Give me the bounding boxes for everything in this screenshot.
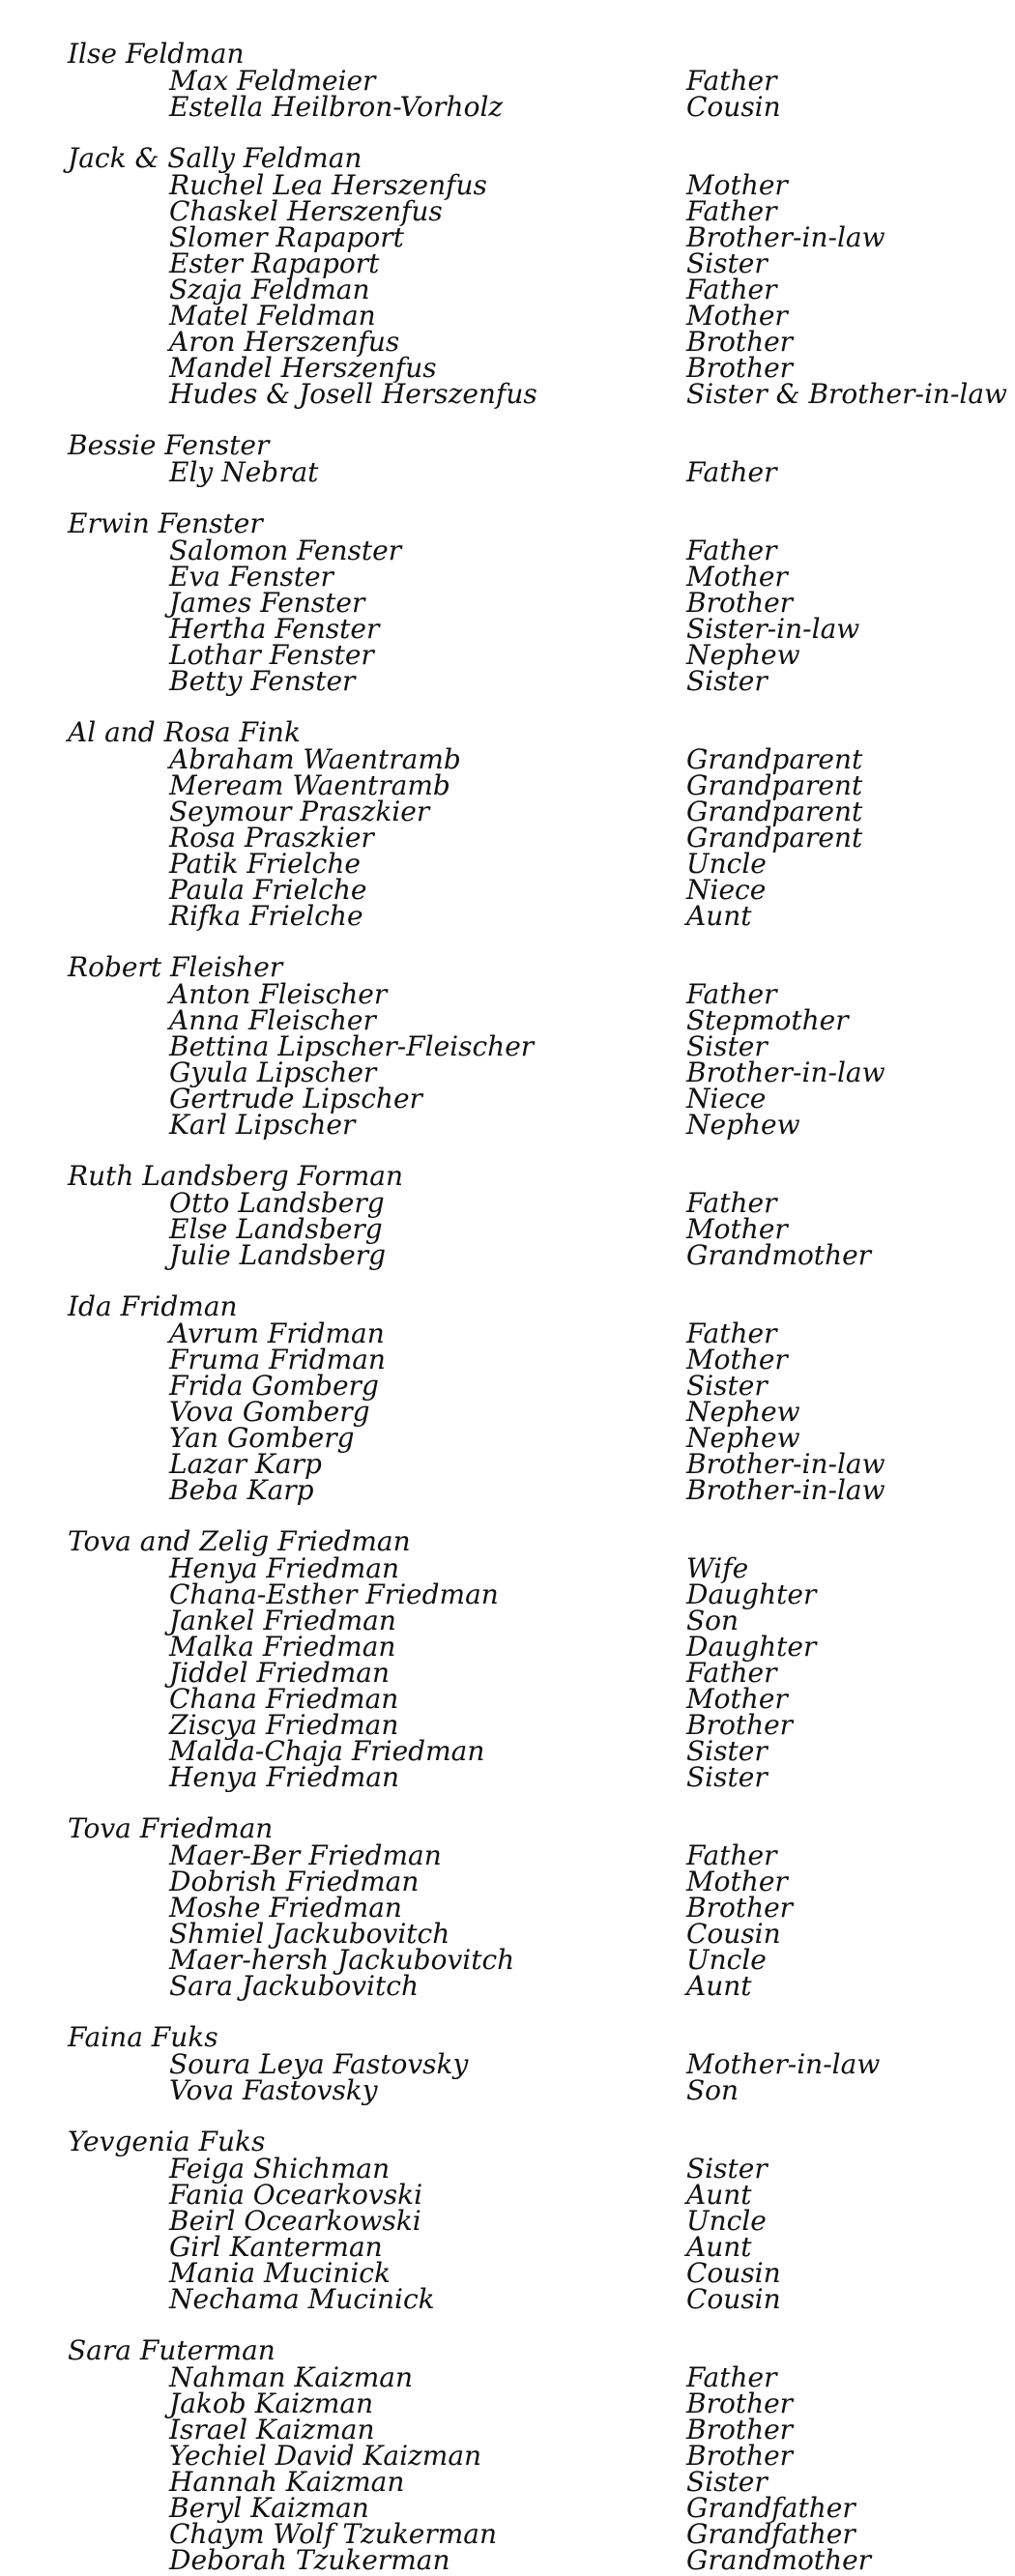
member-name: Chaskel Herszenfus — [169, 195, 443, 227]
member-name: Deborah Tzukerman — [169, 2544, 450, 2576]
member-name: Fania Ocearkovski — [169, 2179, 423, 2211]
member-name: Aron Herszenfus — [169, 326, 400, 358]
member-name: Chana Friedman — [169, 1683, 399, 1715]
member-relation: Grandmother — [686, 2544, 872, 2576]
member-row — [0, 1944, 1015, 1976]
member-row — [0, 1030, 1015, 1062]
member-row — [0, 378, 1015, 410]
member-relation: Sister — [686, 2466, 768, 2498]
member-name: Meream Waentramb — [169, 769, 450, 801]
member-row — [0, 2466, 1015, 2498]
member-name: Girl Kanterman — [169, 2231, 383, 2263]
member-row — [0, 1346, 1015, 1373]
member-name: Jiddel Friedman — [169, 1657, 390, 1689]
member-name: Fruma Fridman — [169, 1344, 386, 1375]
member-name: Eva Fenster — [169, 561, 334, 593]
member-relation: Grandparent — [686, 769, 863, 801]
member-relation: Cousin — [686, 91, 781, 123]
member-relation: Grandfather — [686, 2518, 856, 2550]
member-relation: Father — [686, 195, 777, 227]
member-relation: Son — [686, 1605, 740, 1636]
member-relation: Father — [686, 274, 777, 305]
member-name: James Fenster — [169, 587, 365, 619]
member-name: Dobrish Friedman — [169, 1866, 420, 1897]
member-relation: Uncle — [686, 848, 767, 880]
member-relation: Grandmother — [686, 1239, 872, 1271]
member-relation: Sister — [686, 247, 768, 279]
member-relation: Mother — [686, 1213, 788, 1245]
member-name: Max Feldmeier — [169, 65, 376, 97]
member-name: Hannah Kaizman — [169, 2466, 405, 2498]
member-name: Matel Feldman — [169, 300, 376, 332]
member-row — [0, 1607, 1015, 1634]
member-name: Sara Jackubovitch — [169, 1970, 419, 2002]
family-group — [0, 429, 1015, 488]
member-row — [0, 1552, 1015, 1584]
member-row — [0, 1474, 1015, 1506]
member-name: Szaja Feldman — [169, 274, 370, 305]
member-name: Beryl Kaizman — [169, 2492, 369, 2524]
family-name: Sara Futerman — [68, 2334, 276, 2366]
member-row — [0, 1239, 1015, 1271]
member-relation: Nephew — [686, 1396, 800, 1428]
member-row — [0, 1370, 1015, 1402]
member-row — [0, 1631, 1015, 1663]
family-name: Tova Friedman — [68, 1812, 274, 1844]
member-relation: Aunt — [686, 900, 752, 932]
member-row — [0, 1317, 1015, 1349]
member-name: Estella Heilbron-Vorholz — [169, 91, 504, 123]
member-relation: Grandfather — [686, 2492, 856, 2524]
member-name: Malka Friedman — [169, 1631, 396, 1663]
member-row — [0, 1004, 1015, 1036]
member-name: Chaym Wolf Tzukerman — [169, 2518, 498, 2550]
member-name: Hertha Fenster — [169, 613, 380, 645]
family-name: Al and Rosa Fink — [68, 716, 301, 748]
member-relation: Brother — [686, 2414, 794, 2446]
member-row — [0, 300, 1015, 332]
member-relation: Brother — [686, 326, 794, 358]
member-row — [0, 1187, 1015, 1219]
member-relation: Stepmother — [686, 1004, 849, 1036]
family-group — [0, 2334, 1015, 2576]
member-name: Israel Kaizman — [169, 2414, 375, 2446]
member-row — [0, 247, 1015, 279]
member-name: Avrum Fridman — [169, 1317, 385, 1349]
member-row — [0, 848, 1015, 880]
member-row — [0, 613, 1015, 645]
member-relation: Father — [686, 535, 777, 566]
member-name: Malda-Chaja Friedman — [169, 1735, 485, 1767]
family-name: Faina Fuks — [68, 2021, 218, 2053]
member-row — [0, 743, 1015, 775]
member-relation: Brother-in-law — [686, 1448, 885, 1480]
member-row — [0, 2414, 1015, 2446]
member-name: Gertrude Lipscher — [169, 1083, 422, 1114]
family-name: Tova and Zelig Friedman — [68, 1525, 411, 1557]
member-row — [0, 352, 1015, 384]
member-name: Betty Fenster — [169, 665, 356, 697]
member-row — [0, 2361, 1015, 2393]
member-name: Henya Friedman — [169, 1761, 399, 1793]
member-name: Mania Mucinick — [169, 2257, 391, 2289]
member-name: Vova Fastovsky — [169, 2074, 378, 2106]
member-row — [0, 1448, 1015, 1480]
member-row — [0, 1056, 1015, 1088]
family-group — [0, 38, 1015, 123]
family-name: Jack & Sally Feldman — [68, 142, 362, 174]
member-relation: Brother-in-law — [686, 221, 885, 253]
member-name: Chana-Esther Friedman — [169, 1578, 499, 1610]
family-name: Robert Fleisher — [68, 951, 283, 983]
member-row — [0, 1578, 1015, 1610]
family-name: Erwin Fenster — [68, 507, 263, 539]
family-group — [0, 1812, 1015, 2002]
member-name: Ely Nebrat — [169, 456, 319, 488]
member-row — [0, 1085, 1015, 1112]
member-relation: Brother — [686, 1709, 794, 1741]
member-row — [0, 1422, 1015, 1454]
member-relation: Aunt — [686, 2231, 752, 2263]
member-row — [0, 1892, 1015, 1924]
member-name: Frida Gomberg — [169, 1370, 379, 1402]
member-relation: Father — [686, 65, 777, 97]
member-name: Gyula Lipscher — [169, 1056, 377, 1088]
member-relation: Father — [686, 1657, 777, 1689]
member-row — [0, 1657, 1015, 1689]
member-relation: Brother — [686, 587, 794, 619]
family-name: Yevgenia Fuks — [68, 2126, 266, 2157]
member-name: Henya Friedman — [169, 1552, 399, 1584]
member-row — [0, 822, 1015, 854]
member-relation: Mother-in-law — [686, 2048, 881, 2080]
member-row — [0, 2231, 1015, 2263]
member-name: Julie Landsberg — [169, 1239, 387, 1271]
member-relation: Brother — [686, 352, 794, 384]
member-relation: Brother-in-law — [686, 1056, 885, 1088]
family-group — [0, 951, 1015, 1141]
family-group — [0, 1290, 1015, 1506]
member-row — [0, 276, 1015, 303]
member-name: Beirl Ocearkowski — [169, 2205, 421, 2237]
member-row — [0, 1709, 1015, 1741]
member-name: Moshe Friedman — [169, 1892, 402, 1924]
member-relation: Father — [686, 1839, 777, 1871]
member-relation: Brother — [686, 1892, 794, 1924]
member-relation: Mother — [686, 561, 788, 593]
member-name: Yechiel David Kaizman — [169, 2440, 482, 2472]
member-name: Otto Landsberg — [169, 1187, 385, 1219]
family-name: Ruth Landsberg Forman — [68, 1160, 404, 1192]
member-relation: Brother-in-law — [686, 1474, 885, 1506]
member-row — [0, 169, 1015, 201]
member-name: Patik Frielche — [169, 848, 361, 880]
member-name: Slomer Rapaport — [169, 221, 404, 253]
family-name: Ida Fridman — [68, 1290, 238, 1322]
member-row — [0, 561, 1015, 593]
member-relation: Cousin — [686, 2257, 781, 2289]
member-row — [0, 2544, 1015, 2576]
member-row — [0, 874, 1015, 906]
member-row — [0, 91, 1015, 123]
member-relation: Mother — [686, 300, 788, 332]
family-group — [0, 507, 1015, 697]
member-row — [0, 900, 1015, 932]
member-row — [0, 2179, 1015, 2211]
member-row — [0, 537, 1015, 564]
member-relation: Niece — [686, 1083, 767, 1114]
member-relation: Nephew — [686, 1422, 800, 1454]
member-relation: Nephew — [686, 639, 800, 671]
member-relation: Daughter — [686, 1631, 817, 1663]
family-group — [0, 2021, 1015, 2106]
member-relation: Grandparent — [686, 822, 863, 854]
member-relation: Sister — [686, 1030, 768, 1062]
member-name: Jakob Kaizman — [169, 2388, 374, 2419]
member-row — [0, 456, 1015, 488]
member-name: Rosa Praszkier — [169, 822, 374, 854]
member-relation: Sister — [686, 2153, 768, 2185]
member-name: Vova Gomberg — [169, 1396, 370, 1428]
member-name: Seymour Praszkier — [169, 796, 430, 827]
member-name: Lazar Karp — [169, 1448, 322, 1480]
member-row — [0, 798, 1015, 825]
member-relation: Sister — [686, 1370, 768, 1402]
member-row — [0, 2048, 1015, 2080]
member-name: Anton Fleischer — [169, 978, 388, 1010]
member-relation: Mother — [686, 169, 788, 201]
member-name: Nechama Mucinick — [169, 2283, 435, 2315]
member-row — [0, 221, 1015, 253]
member-relation: Wife — [686, 1552, 749, 1584]
member-relation: Grandparent — [686, 743, 863, 775]
member-name: Ester Rapaport — [169, 247, 380, 279]
member-relation: Sister — [686, 1735, 768, 1767]
member-row — [0, 769, 1015, 801]
member-row — [0, 195, 1015, 227]
member-name: Beba Karp — [169, 1474, 314, 1506]
member-row — [0, 2153, 1015, 2185]
member-row — [0, 2440, 1015, 2472]
member-row — [0, 1109, 1015, 1141]
member-row — [0, 1735, 1015, 1767]
member-name: Shmiel Jackubovitch — [169, 1918, 450, 1950]
family-name: Bessie Fenster — [68, 429, 270, 461]
member-name: Nahman Kaizman — [169, 2361, 413, 2393]
member-relation: Sister & Brother-in-law — [686, 378, 1008, 410]
member-row — [0, 65, 1015, 97]
member-row — [0, 2492, 1015, 2524]
member-row — [0, 1970, 1015, 2002]
member-relation: Mother — [686, 1866, 788, 1897]
member-row — [0, 665, 1015, 697]
member-row — [0, 326, 1015, 358]
member-relation: Sister — [686, 665, 768, 697]
member-name: Abraham Waentramb — [169, 743, 461, 775]
family-group — [0, 716, 1015, 932]
member-row — [0, 2390, 1015, 2417]
member-name: Anna Fleischer — [169, 1004, 376, 1036]
member-name: Salomon Fenster — [169, 535, 402, 566]
member-relation: Brother — [686, 2388, 794, 2419]
member-name: Ruchel Lea Herszenfus — [169, 169, 487, 201]
family-name: Ilse Feldman — [68, 38, 245, 70]
member-relation: Aunt — [686, 1970, 752, 2002]
member-relation: Uncle — [686, 1944, 767, 1976]
member-name: Ziscya Friedman — [169, 1709, 399, 1741]
member-relation: Niece — [686, 874, 767, 906]
member-relation: Daughter — [686, 1578, 817, 1610]
member-name: Paula Frielche — [169, 874, 367, 906]
member-relation: Father — [686, 1317, 777, 1349]
member-relation: Father — [686, 456, 777, 488]
member-row — [0, 639, 1015, 671]
family-group — [0, 1525, 1015, 1793]
member-name: Else Landsberg — [169, 1213, 383, 1245]
member-relation: Brother — [686, 2440, 794, 2472]
member-name: Soura Leya Fastovsky — [169, 2048, 469, 2080]
member-row — [0, 1396, 1015, 1428]
member-name: Rifka Frielche — [169, 900, 363, 932]
member-relation: Father — [686, 2361, 777, 2393]
member-relation: Sister — [686, 1761, 768, 1793]
family-group — [0, 2126, 1015, 2315]
family-group — [0, 142, 1015, 410]
member-row — [0, 1683, 1015, 1715]
member-relation: Father — [686, 978, 777, 1010]
member-relation: Father — [686, 1187, 777, 1219]
member-relation: Sister-in-law — [686, 613, 860, 645]
member-relation: Grandparent — [686, 796, 863, 827]
member-row — [0, 1918, 1015, 1950]
member-name: Karl Lipscher — [169, 1109, 356, 1141]
member-row — [0, 2205, 1015, 2237]
member-name: Feiga Shichman — [169, 2153, 391, 2185]
member-name: Bettina Lipscher-Fleischer — [169, 1030, 535, 1062]
member-row — [0, 2074, 1015, 2106]
family-group — [0, 1160, 1015, 1271]
member-relation: Uncle — [686, 2205, 767, 2237]
member-relation: Mother — [686, 1344, 788, 1375]
member-row — [0, 1868, 1015, 1895]
member-name: Mandel Herszenfus — [169, 352, 437, 384]
member-name: Yan Gomberg — [169, 1422, 355, 1454]
member-relation: Son — [686, 2074, 740, 2106]
member-relation: Nephew — [686, 1109, 800, 1141]
member-row — [0, 587, 1015, 619]
member-relation: Cousin — [686, 1918, 781, 1950]
member-relation: Aunt — [686, 2179, 752, 2211]
member-name: Hudes & Josell Herszenfus — [169, 378, 537, 410]
member-name: Jankel Friedman — [169, 1605, 396, 1636]
member-relation: Mother — [686, 1683, 788, 1715]
member-row — [0, 2257, 1015, 2289]
member-name: Maer-Ber Friedman — [169, 1839, 442, 1871]
member-row — [0, 1839, 1015, 1871]
member-row — [0, 1761, 1015, 1793]
member-relation: Cousin — [686, 2283, 781, 2315]
member-row — [0, 978, 1015, 1010]
member-row — [0, 2518, 1015, 2550]
member-name: Lothar Fenster — [169, 639, 374, 671]
member-row — [0, 2283, 1015, 2315]
member-row — [0, 1213, 1015, 1245]
member-name: Maer-hersh Jackubovitch — [169, 1944, 515, 1976]
